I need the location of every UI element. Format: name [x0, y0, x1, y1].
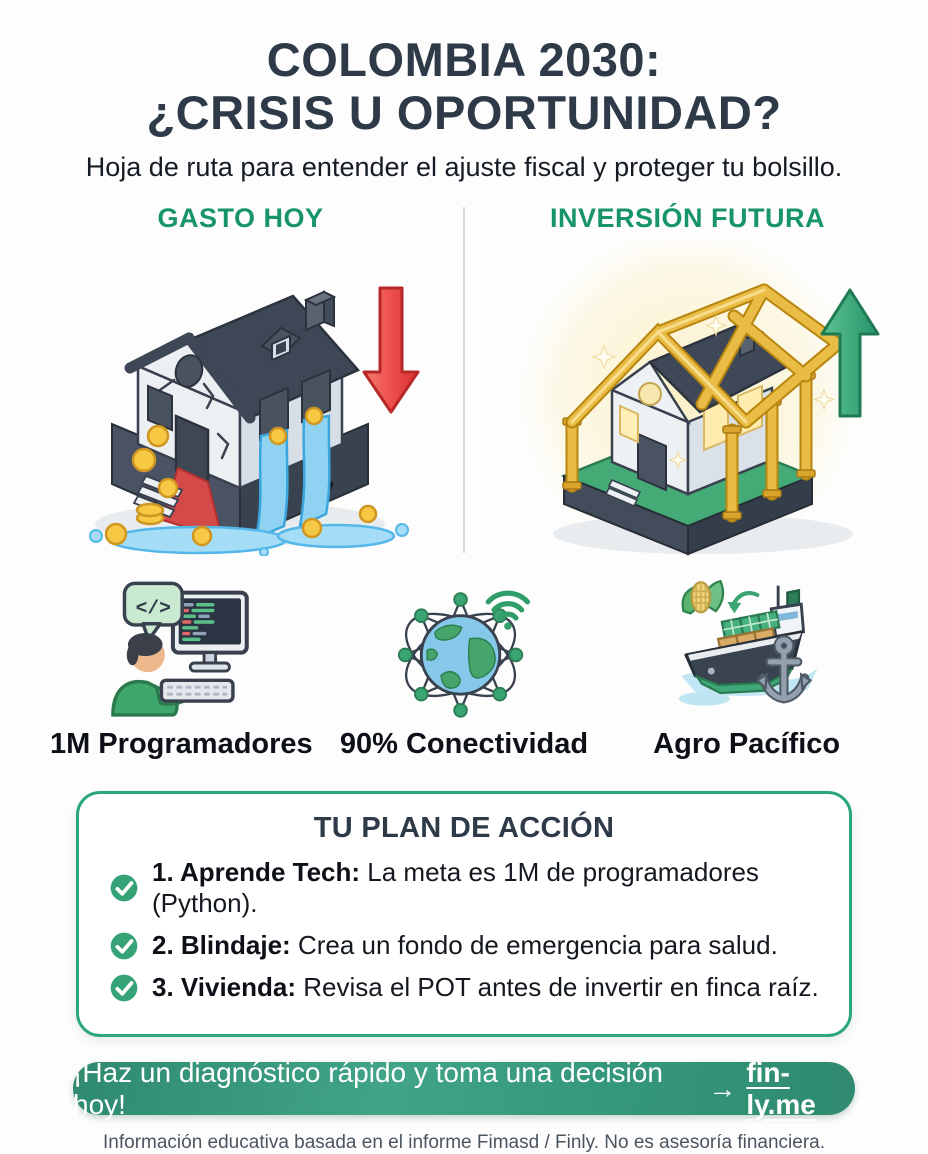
plan-item-3	[109, 972, 819, 1003]
plan-item-text: Crea un fondo de emergencia para salud.	[297, 930, 778, 961]
stat-programmers	[46, 578, 316, 761]
stat-label-agro: Agro Pacífico	[653, 728, 841, 761]
corn-icon	[682, 581, 722, 613]
check-circle-icon	[109, 931, 139, 961]
action-plan-title: TU PLAN DE ACCIÓN	[313, 812, 615, 845]
comparison-section	[0, 203, 928, 556]
action-plan-card	[76, 791, 852, 1037]
cargo-ship-agro-icon	[672, 578, 822, 718]
stat-label-programmers: 1M Programadores	[49, 728, 313, 761]
right-column-title: INVERSIÓN FUTURA	[549, 203, 825, 234]
plan-item-label: 2. Blindaje:	[152, 930, 291, 961]
cta-arrow: →	[708, 1072, 737, 1104]
check-circle-icon	[109, 873, 139, 903]
round-window	[639, 383, 661, 405]
title-line-2: ¿CRISIS U OPORTUNIDAD?	[146, 85, 782, 139]
stat-agro	[612, 578, 882, 761]
header	[0, 0, 928, 183]
golden-house-illustration	[488, 238, 888, 556]
water-leak	[256, 430, 287, 538]
check-circle-icon	[109, 973, 139, 1003]
plan-item-text: La meta es 1M de programadores (Python).	[152, 857, 759, 919]
chimney	[306, 292, 334, 330]
cycle-arrow-icon	[727, 593, 757, 613]
plan-item-1	[109, 857, 819, 919]
water-puddle	[278, 525, 394, 547]
cta-banner	[73, 1056, 855, 1120]
plan-item-text: Revisa el POT antes de invertir en finca raíz.	[303, 972, 819, 1003]
plan-item-label: 3. Vivienda:	[152, 972, 297, 1003]
plan-item-label: 1. Aprende Tech:	[152, 857, 361, 888]
left-column-title: GASTO HOY	[157, 203, 324, 234]
column-gasto-hoy	[18, 203, 463, 556]
cracked-house-illustration	[50, 238, 432, 556]
action-plan-list	[109, 857, 819, 1003]
cta-text: ¡Haz un diagnóstico rápido y toma una decisión hoy!	[73, 1056, 663, 1120]
title-line-1: COLOMBIA 2030:	[266, 33, 662, 86]
column-inversion-futura	[465, 203, 910, 556]
code-symbol: </>	[135, 597, 172, 620]
connected-globe-wifi-icon	[389, 578, 539, 718]
wifi-icon	[488, 593, 527, 630]
disclaimer: Información educativa basada en el informe Fimasd / Finly. No es asesoría financiera.	[103, 1132, 825, 1154]
stat-label-connectivity: 90% Conectividad	[339, 728, 589, 761]
stat-connectivity	[329, 578, 599, 761]
down-arrow-icon	[364, 288, 418, 412]
keyboard	[162, 681, 234, 702]
water-leak	[300, 416, 329, 526]
cta-link[interactable]: fin-ly.me	[746, 1056, 816, 1120]
plan-item-2	[109, 930, 819, 961]
programmer-at-computer-icon	[106, 578, 256, 718]
stats-row	[0, 578, 928, 761]
subtitle: Hoja de ruta para entender el ajuste fiscal y proteger tu bolsillo.	[85, 152, 843, 183]
page-title	[0, 34, 928, 139]
